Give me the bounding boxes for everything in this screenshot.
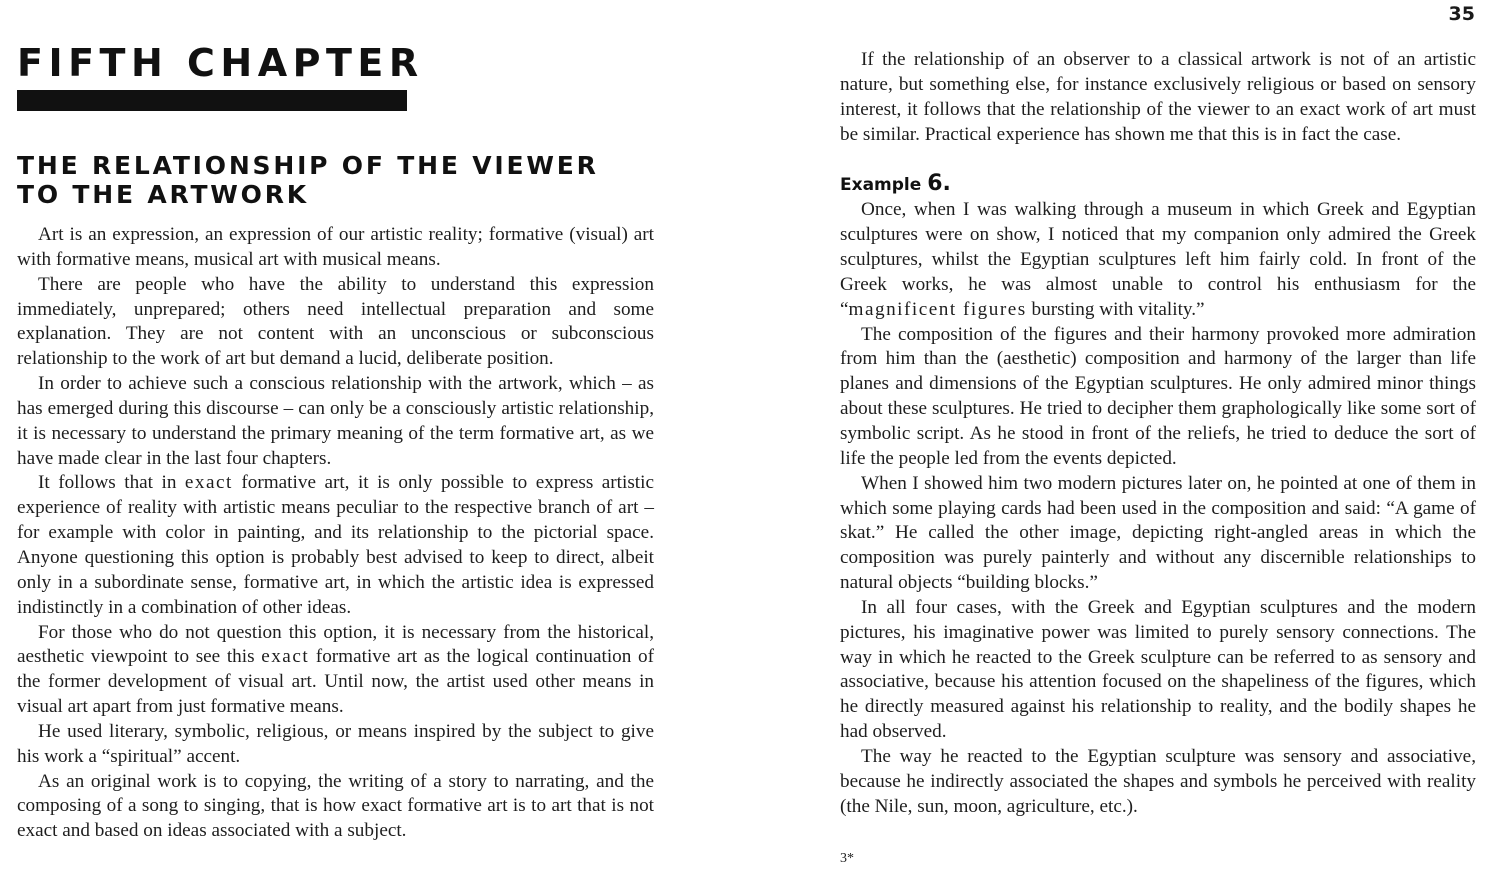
paragraph: In all four cases, with the Greek and Egyptian sculptures and the modern pictures, his imaginative power was limited to purely sensory connections. The way in which he reacted to the Greek sculpture can be referred to as sensory and associative, because his attention focused on the shapeliness of the figures, which he directly measured against his relationship to reality, and the bodily shapes he had observed.	[840, 596, 1476, 743]
section-title	[17, 151, 654, 209]
chapter-title-bar	[17, 90, 407, 111]
paragraph: If the relationship of an observer to a classical artwork is not of an artistic nature, but something else, for instance exclusively religious or based on sensory interest, it follows that the relationship of the viewer to an exact work of art must be similar. Practical experience has shown me that this is in fact the case.	[840, 49, 1476, 145]
paragraph: When I showed him two modern pictures later on, he pointed at one of them in which some playing cards had been used in the composition and said: “A game of skat.” He called the other image, depicting right-angled areas in which the composition was purely painterly and without any discernible relationships to natural objects “building blocks.”	[840, 472, 1476, 594]
right-intro-text	[840, 48, 1476, 147]
text-span: formative art as the logical continuation of the former development of visual art. Until now, the artist used other means in visual art apart from just formative means.	[17, 646, 654, 718]
text-span: For those who do not question this option, it is necessary from the historical, aesthetic viewpoint to see this	[17, 621, 654, 668]
emphasis-text: exact	[261, 646, 310, 668]
paragraph: As an original work is to copying, the writing of a story to narrating, and the composing of a song to singing, that is how exact formative art is to art that is not exact and based on ideas associated with a subject.	[17, 770, 654, 842]
paragraph: There are people who have the ability to understand this expression immediately, unprepared; others need intellectual preparation and some explanation. They are not content with an unconscious or subconscious relationship to the work of art but demand a lucid, deliberate position.	[17, 273, 654, 370]
example-number: 6.	[927, 171, 951, 197]
page-number: 35	[1448, 3, 1475, 25]
emphasis-text: exact	[184, 472, 233, 494]
chapter-title: FIFTH CHAPTER	[17, 41, 424, 85]
paragraph	[17, 621, 654, 720]
section-title-line-2: TO THE ARTWORK	[17, 180, 309, 209]
right-column	[840, 48, 1476, 819]
paragraph: The composition of the figures and their harmony provoked more admiration from him than the (aesthetic) composition and harmony of the larger than life planes and dimensions of the Egyptian sculptures. He only admired minor things about these sculptures. He tried to decipher them graphologically like some sort of symbolic script. As he stood in front of the reliefs, he tried to deduce the sort of life the people led from the events depicted.	[840, 323, 1476, 469]
text-span: Once, when I was walking through a museum in which Greek and Egyptian sculptures were on show, I noticed that my companion only admired the Greek sculptures, whilst the Egyptian sculptures left him fairly cold. In front of the Greek works, he was almost unable to control his enthusiasm for the “	[840, 199, 1476, 320]
paragraph: The way he reacted to the Egyptian sculpture was sensory and associative, because he indirectly associated the shapes and symbols he perceived with reality (the Nile, sun, moon, agriculture, etc.).	[840, 745, 1476, 817]
example-label: Example	[840, 175, 922, 196]
section-title-line-1: THE RELATIONSHIP OF THE VIEWER	[17, 151, 599, 180]
paragraph: In order to achieve such a conscious relationship with the artwork, which – as has emerged during this discourse – can only be a consciously artistic relationship, it is necessary to understand the primary meaning of the term formative art, as we have made clear in the last four chapters.	[17, 373, 654, 469]
left-column	[17, 41, 654, 844]
emphasis-text: magnificent figures	[848, 298, 1027, 320]
paragraph	[17, 471, 654, 620]
paragraph	[840, 198, 1476, 322]
paragraph: He used literary, symbolic, religious, or means inspired by the subject to give his work a “spiritual” accent.	[17, 720, 654, 767]
text-span: bursting with vitality.”	[1026, 298, 1205, 320]
left-body-text	[17, 223, 654, 844]
text-span: It follows that in	[38, 472, 185, 494]
signature-mark: 3*	[840, 851, 854, 866]
example-heading	[840, 171, 1476, 198]
paragraph: Art is an expression, an expression of our artistic reality; formative (visual) art with formative means, musical art with musical means.	[17, 224, 654, 270]
right-body-text	[840, 198, 1476, 819]
text-span: formative art, it is only possible to express artistic experience of reality with artistic means peculiar to the respective branch of art – for example with color in painting, and its relationship to the pictorial space. Anyone questioning this option is probably best advised to keep to direct, albeit only in a subordinate sense, formative art, in which the artistic idea is expressed indistinctly in a combination of other ideas.	[17, 472, 654, 618]
